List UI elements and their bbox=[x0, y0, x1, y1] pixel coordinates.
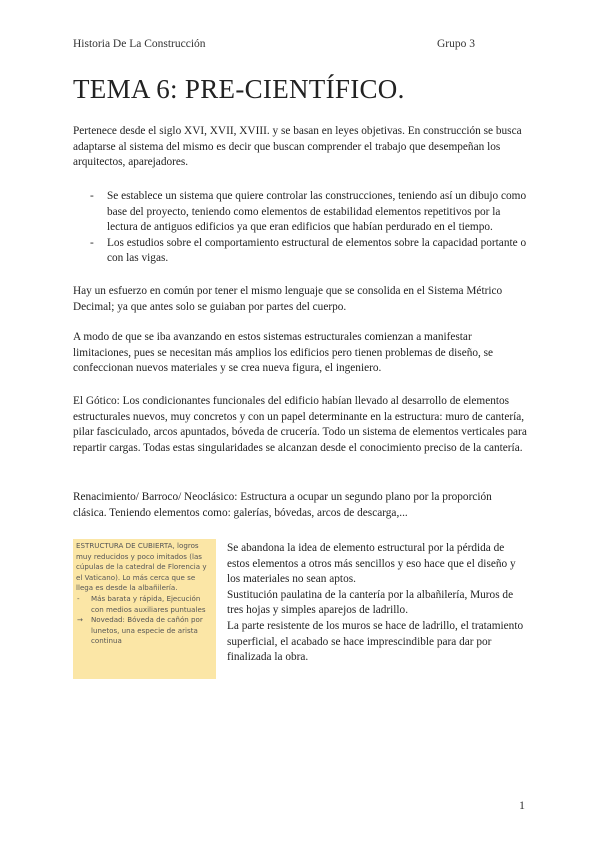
header-group: Grupo 3 bbox=[437, 38, 476, 50]
right-column-text bbox=[227, 541, 527, 666]
page-number: 1 bbox=[519, 798, 525, 812]
list-item bbox=[73, 189, 528, 236]
note-list bbox=[76, 594, 213, 647]
metric-paragraph: Hay un esfuerzo en común por tener el mismo lenguaje que se consolida en el Sistema Métrico Decimal; ya que antes solo se guiaban por partes del cuerpo. bbox=[73, 285, 503, 313]
right-paragraph: Sustitución paulatina de la cantería por la albañilería, Muros de tres hojas y simples aparejos de ladrillo. bbox=[227, 588, 514, 617]
note-item-text: Novedad: Bóveda de cañón por lunetos, una especie de arista continua bbox=[91, 615, 203, 646]
list-item bbox=[76, 615, 213, 647]
bullet-text: Se establece un sistema que quiere controlar las construcciones, teniendo así un dibujo como base del proyecto, teniendo como elementos de estabilidad elementos repetitivos por la lectura de antiguos edificios ya que eran edificios que habían perdurado en el tiempo. bbox=[107, 190, 527, 234]
note-item-text: Más barata y rápida, Ejecución con medios auxiliares puntuales bbox=[91, 593, 206, 614]
note-dash: - bbox=[77, 593, 80, 603]
bullet-dash: - bbox=[90, 190, 94, 202]
bullet-text: Los estudios sobre el comportamiento estructural de elementos sobre la capacidad portante o con las vigas. bbox=[107, 236, 527, 265]
bullet-list bbox=[73, 189, 528, 267]
highlighted-note-image bbox=[73, 539, 216, 679]
arrow-icon: → bbox=[77, 615, 83, 625]
right-paragraph: Se abandona la idea de elemento estructural por la pérdida de estos elementos a otros más sencillos y eso hace que el diseño y los materiales no sean aptos. bbox=[227, 542, 516, 586]
list-item bbox=[76, 594, 213, 615]
gothic-paragraph: El Gótico: Los condicionantes funcionales del edificio habían llevado al desarrollo de elementos estructurales nuevos, muy concretos y con un papel determinante en la estructura: muro de cantería, pilar fasciculado, arcos apuntados, bóveda de crucería. Todo un sistema de elementos verticales para repartir cargas. Todas estas singularidades se alcanzan desde el conocimiento preciso de la cantería. bbox=[73, 395, 527, 454]
intro-paragraph: Pertenece desde el siglo XVI, XVII, XVIII. y se basan en leyes objetivas. En construcción se busca adaptarse al sistema del mismo es decir que buscan comprender el trabajo que desempeñan los arquitectos, aparejadores. bbox=[73, 125, 522, 169]
list-item bbox=[73, 236, 528, 267]
renaissance-paragraph: Renacimiento/ Barroco/ Neoclásico: Estructura a ocupar un segundo plano por la proporción clásica. Teniendo elementos como: galerías, bóvedas, arcos de descarga,... bbox=[73, 491, 492, 519]
note-heading: ESTRUCTURA DE CUBIERTA, logros muy reducidos y poco imitados (las cúpulas de la catedral de Florencia y el Vaticano). Lo más cerca que se llega es desde la albañilería. bbox=[76, 541, 207, 593]
bullet-dash: - bbox=[90, 236, 94, 249]
structural-systems-paragraph: A modo de que se iba avanzando en estos sistemas estructurales comienzan a manifestar limitaciones, pues se necesitan más amplios los edificios pero tienen problemas de diseño, se confeccionan nuevos materiales y se crea nueva figura, el ingeniero. bbox=[73, 331, 494, 375]
header-course-title: Historia De La Construcción bbox=[73, 38, 206, 50]
page-title: TEMA 6: PRE-CIENTÍFICO. bbox=[73, 74, 405, 104]
right-paragraph: La parte resistente de los muros se hace de ladrillo, el tratamiento superficial, el acabado se hace imprescindible para dar por finalizada la obra. bbox=[227, 619, 524, 664]
